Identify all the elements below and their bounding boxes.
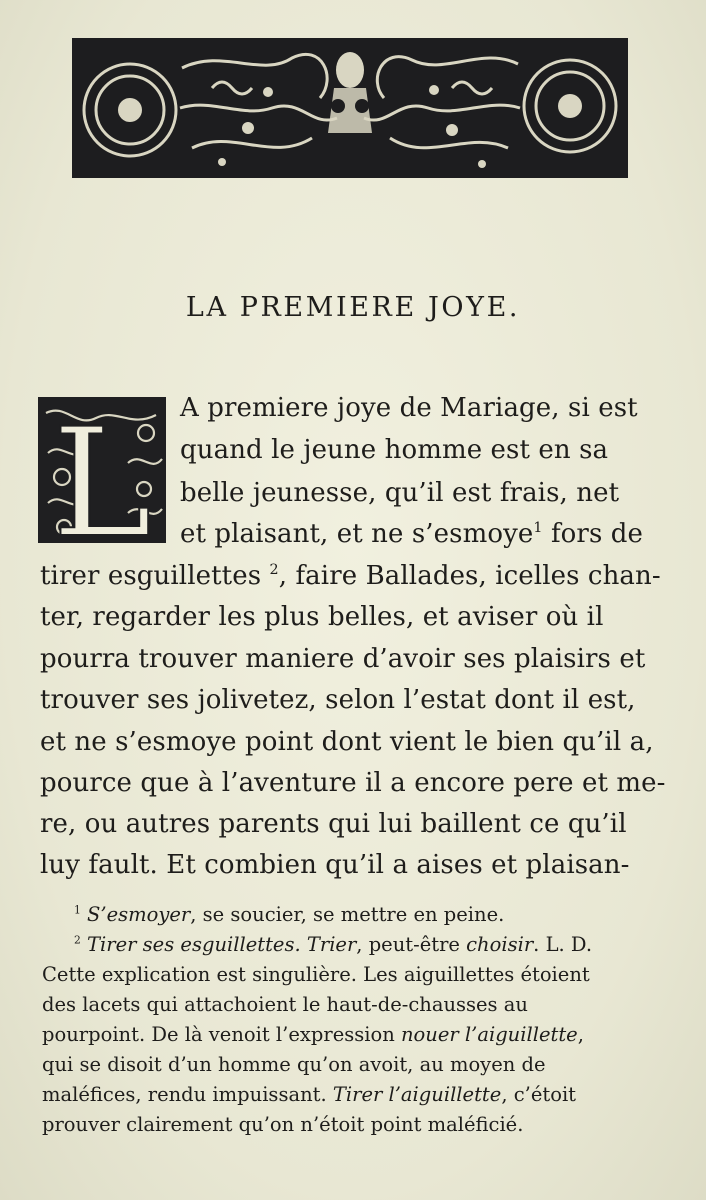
footnote-line: maléfices, rendu impuissant. Tirer l’aiguillette, c’étoit	[42, 1083, 577, 1106]
dropcap-letter: L	[52, 397, 152, 549]
body-line: quand le jeune homme est en sa	[180, 435, 609, 465]
chapter-title: LA PREMIERE JOYE.	[185, 292, 521, 323]
footnote-ref: 1	[533, 520, 543, 536]
footnote-1: $^1$ S’esmoyer, se soucier, se mettre en peine.	[74, 903, 505, 926]
ornamental-headpiece	[72, 38, 628, 178]
body-line: et ne s’esmoye point dont vient le bien qu’il a,	[40, 727, 654, 757]
body-line: et plaisant, et ne s’esmoye$^1$ fors de	[180, 519, 643, 549]
body-line: pourra trouver maniere d’avoir ses plaisirs et	[40, 644, 646, 674]
footnote-line: des lacets qui attachoient le haut-de-chausses au	[42, 993, 528, 1016]
footnote-line: qui se disoit d’un homme qu’on avoit, au moyen de	[42, 1053, 546, 1076]
body-line: tirer esguillettes $^2$, faire Ballades, icelles chan-	[40, 561, 661, 591]
footnote-line: prouver clairement qu’on n’étoit point maléficié.	[42, 1113, 524, 1136]
body-line: ter, regarder les plus belles, et aviser où il	[40, 602, 604, 632]
footnote-line: Cette explication est singulière. Les aiguillettes étoient	[42, 963, 590, 986]
body-line: pource que à l’aventure il a encore pere et me-	[40, 768, 666, 798]
footnote-line: pourpoint. De là venoit l’expression nouer l’aiguillette,	[42, 1023, 584, 1046]
footnote-ref: 2	[269, 562, 279, 578]
body-line: trouver ses jolivetez, selon l’estat dont il est,	[40, 685, 636, 715]
ornamental-dropcap	[36, 393, 178, 549]
body-line: re, ou autres parents qui lui baillent ce qu’il	[40, 809, 627, 839]
body-line: A premiere joye de Mariage, si est	[180, 393, 638, 423]
footnote-2: $^2$ Tirer ses esguillettes. Trier, peut-être choisir. L. D.	[74, 933, 593, 956]
body-line: luy fault. Et combien qu’il a aises et plaisan-	[40, 850, 630, 880]
body-line: belle jeunesse, qu’il est frais, net	[180, 478, 620, 508]
